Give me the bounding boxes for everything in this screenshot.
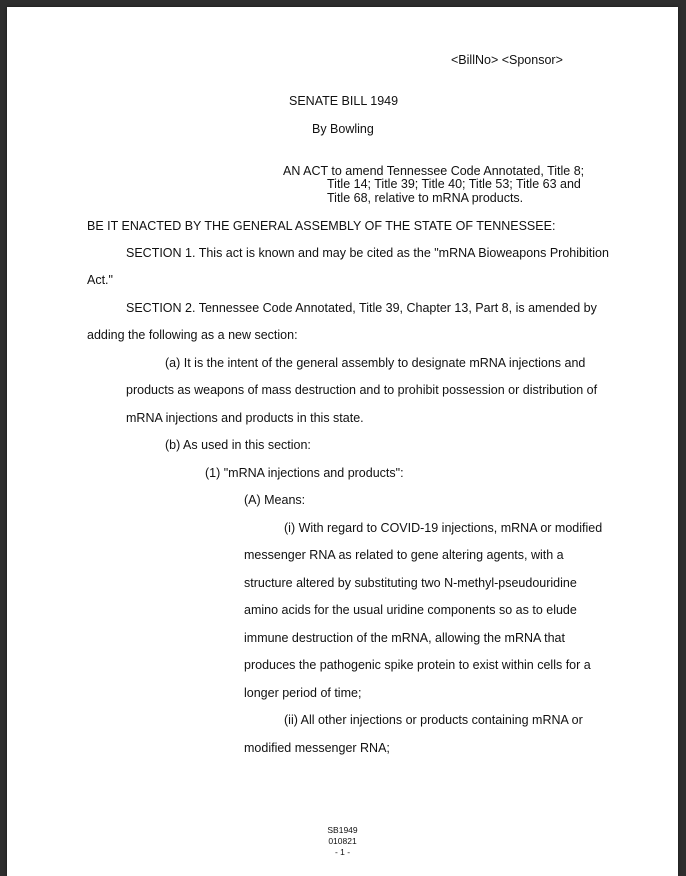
sponsor-line: By Bowling bbox=[312, 122, 374, 136]
item-ii-line-2: modified messenger RNA; bbox=[244, 741, 390, 755]
section-1-line-2: Act." bbox=[87, 273, 113, 287]
subsection-a-line-2: products as weapons of mass destruction and to prohibit possession or distribution of bbox=[126, 383, 598, 397]
section-2-line-1: SECTION 2. Tennessee Code Annotated, Title 39, Chapter 13, Part 8, is amended by bbox=[126, 301, 597, 315]
item-i-line-3: structure altered by substituting two N-methyl-pseudouridine bbox=[244, 576, 577, 590]
section-1-line-1: SECTION 1. This act is known and may be cited as the "mRNA Bioweapons Prohibition bbox=[126, 246, 609, 260]
bill-sponsor-placeholder: <BillNo> <Sponsor> bbox=[451, 53, 563, 67]
subsection-a-line-1: (a) It is the intent of the general assembly to designate mRNA injections and bbox=[165, 356, 586, 370]
item-i-line-5: immune destruction of the mRNA, allowing the mRNA that bbox=[244, 631, 565, 645]
item-i-line-4: amino acids for the usual uridine components so as to elude bbox=[244, 603, 577, 617]
act-caption-line-1: AN ACT to amend Tennessee Code Annotated, Title 8; bbox=[283, 164, 585, 178]
item-i-line-6: produces the pathogenic spike protein to exist within cells for a bbox=[244, 658, 591, 672]
act-caption-line-2: Title 14; Title 39; Title 40; Title 53; Title 63 and bbox=[327, 177, 581, 191]
enacting-clause: BE IT ENACTED BY THE GENERAL ASSEMBLY OF THE STATE OF TENNESSEE: bbox=[87, 219, 556, 233]
subsection-a-line-3: mRNA injections and products in this state. bbox=[126, 411, 364, 425]
act-caption-line-3: Title 68, relative to mRNA products. bbox=[327, 191, 524, 205]
item-a: (A) Means: bbox=[244, 493, 306, 507]
item-i-line-1: (i) With regard to COVID-19 injections, mRNA or modified bbox=[284, 521, 603, 535]
document-page[interactable] bbox=[7, 7, 678, 876]
item-1: (1) "mRNA injections and products": bbox=[205, 466, 404, 480]
item-i-line-7: longer period of time; bbox=[244, 686, 362, 700]
item-ii-line-1: (ii) All other injections or products containing mRNA or bbox=[284, 713, 583, 727]
section-2-line-2: adding the following as a new section: bbox=[87, 328, 298, 342]
bill-title: SENATE BILL 1949 bbox=[289, 94, 399, 108]
footer-page-number: - 1 - bbox=[334, 847, 351, 857]
footer-bill-code: SB1949 bbox=[327, 825, 358, 835]
item-i-line-2: messenger RNA as related to gene altering agents, with a bbox=[244, 548, 564, 562]
subsection-b: (b) As used in this section: bbox=[165, 438, 311, 452]
footer-draft-code: 010821 bbox=[328, 836, 357, 846]
